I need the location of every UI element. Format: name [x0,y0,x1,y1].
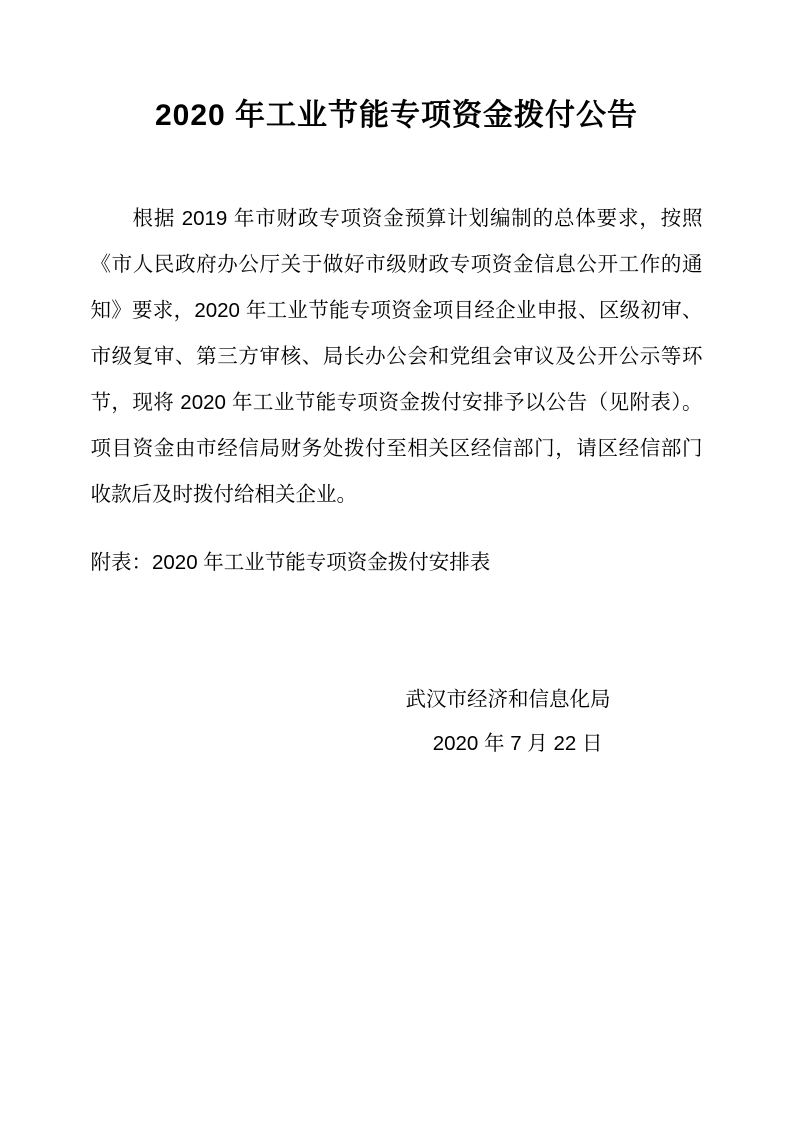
signature-block [91,586,703,766]
signature-organization: 武汉市经济和信息化局 [405,688,611,711]
page-title: 2020 年工业节能专项资金拨付公告 [154,99,639,132]
body-paragraph-1: 根据 2019 年市财政专项资金预算计划编制的总体要求，按照《市人民政府办公厅关于做好市级财政专项资金信息公开工作的通知》要求，2020 年工业节能专项资金项目经企业申报、区级初审、市级复审、第三方审核、局长办公会和党组会审议及公开公示等环节，现将 2020 年工业节能专项资金拨付安排予以公告（见附表）。项目资金由市经信局财务处拨付至相关区经信部门，请区经信部门收款后及时拨付给相关企业。 [90,207,703,506]
signature-date: 2020 年 7 月 22 日 [432,732,603,755]
document-body [91,134,703,586]
attachment-note: 附表：2020 年工业节能专项资金拨付安排表 [90,551,491,574]
